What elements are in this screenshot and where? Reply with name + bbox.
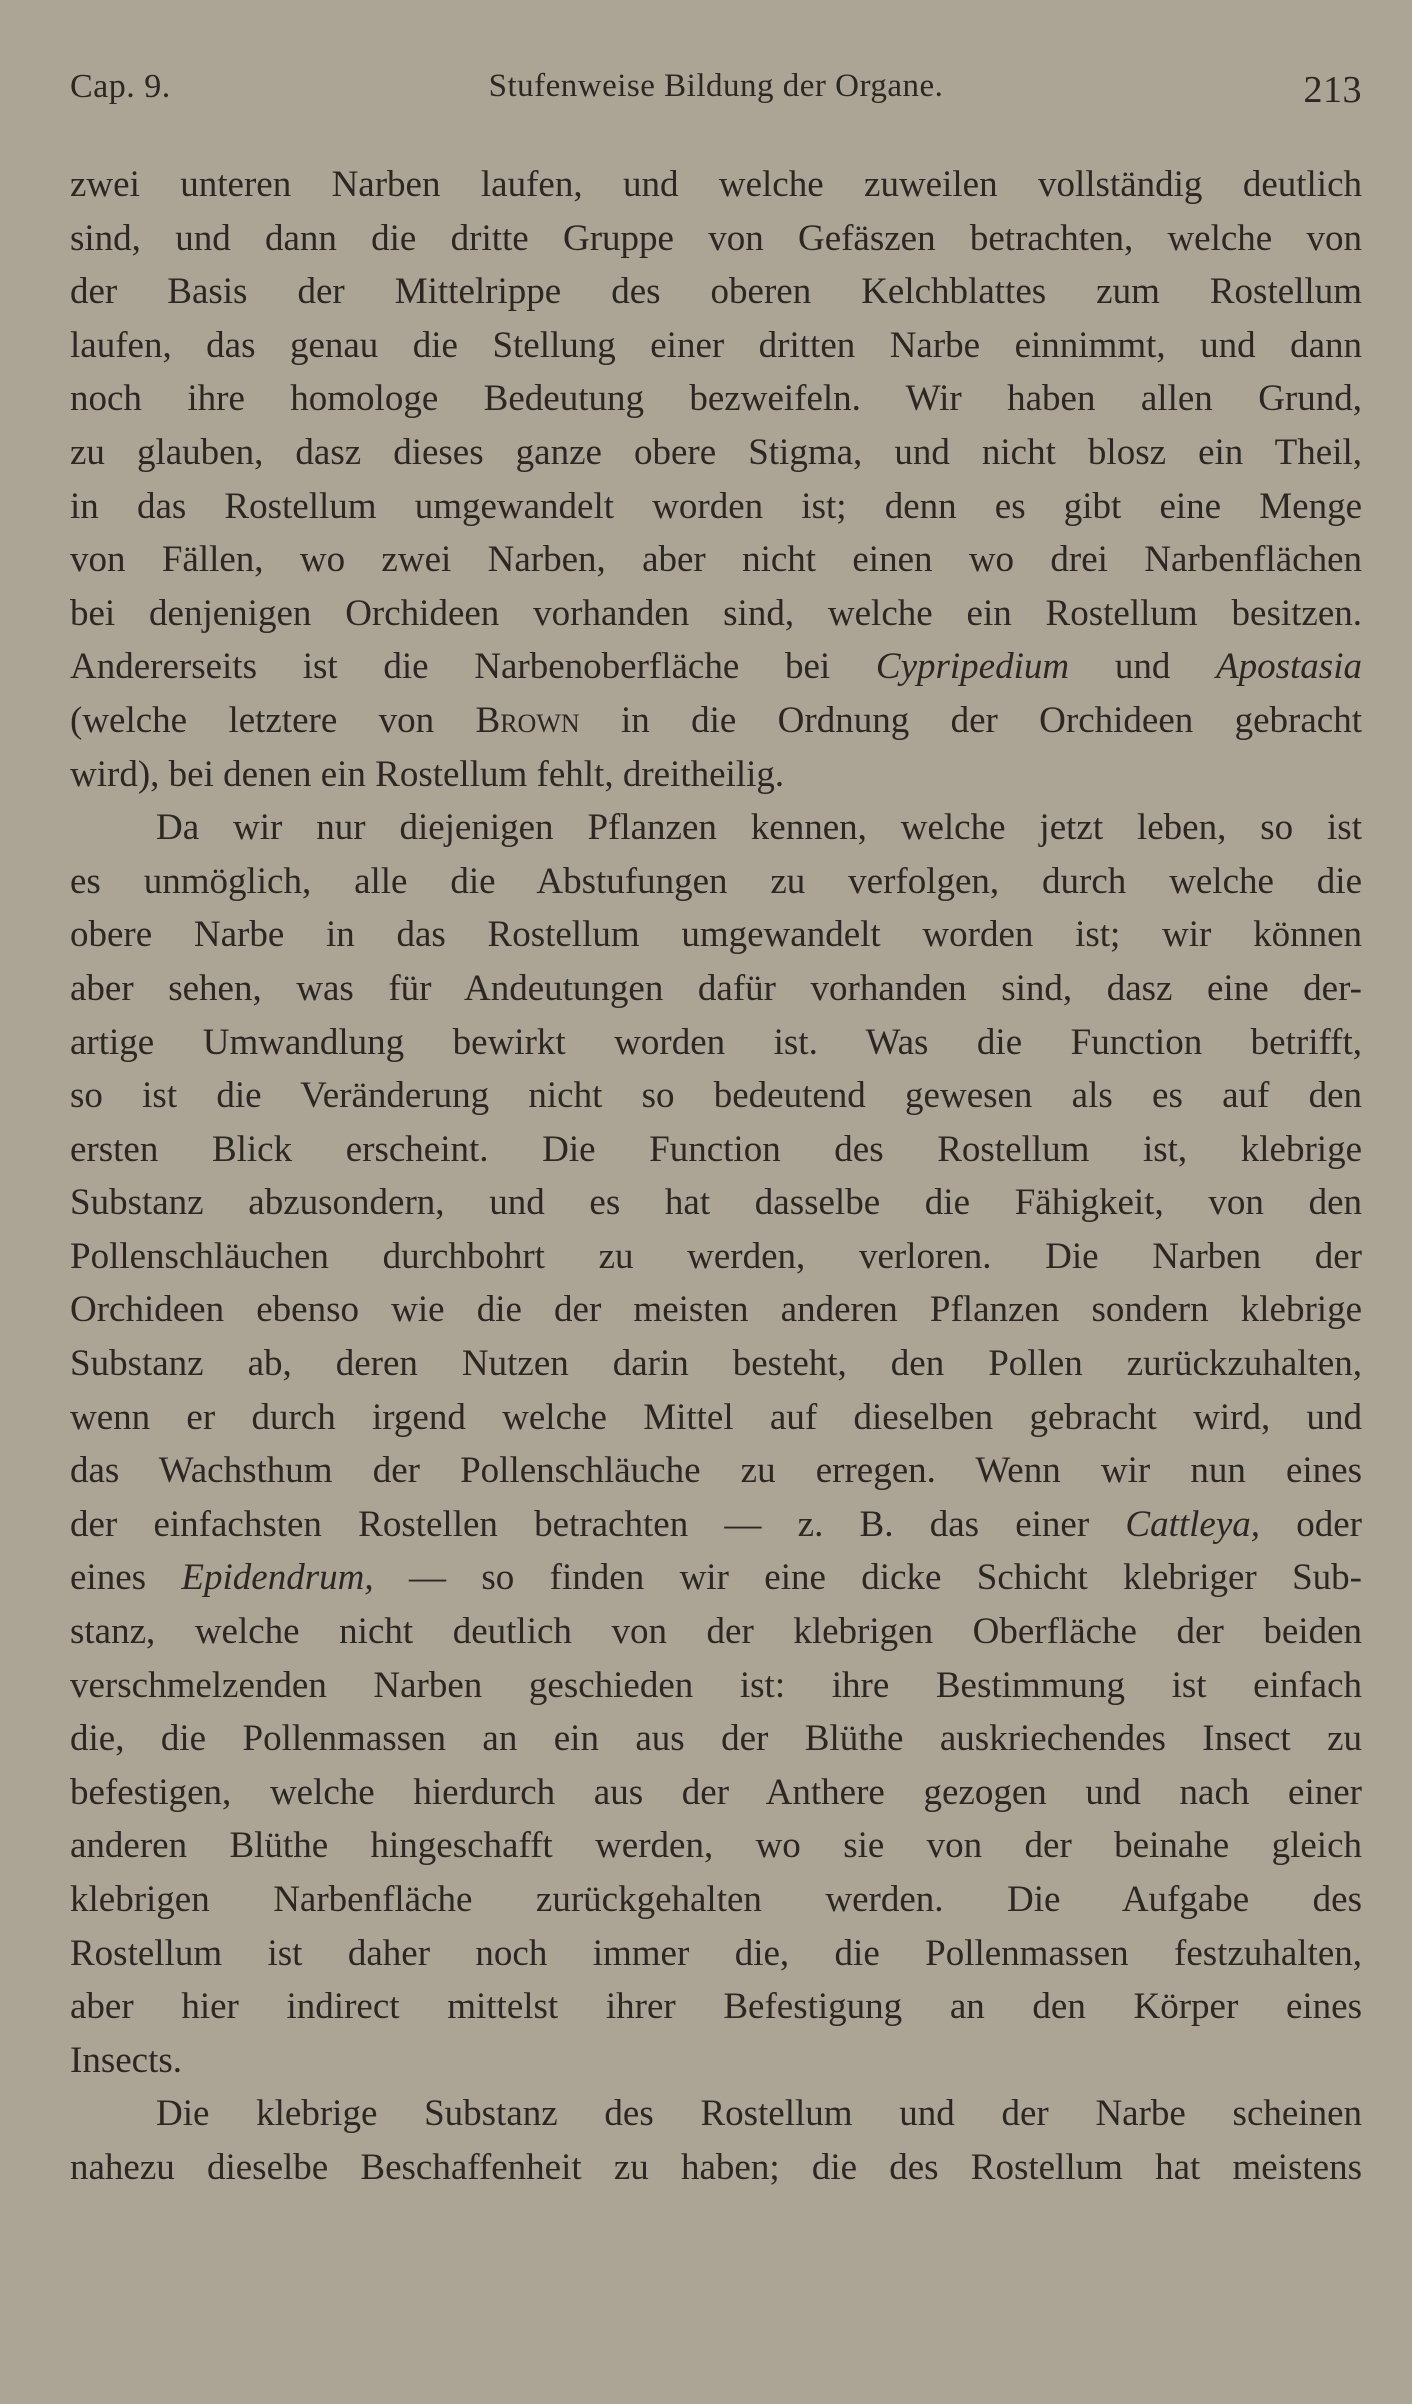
text-segment: Insects. [70, 2039, 182, 2081]
text-segment: Andererseits ist die Narbenoberfläche bei [70, 646, 876, 688]
text-line [70, 1283, 1362, 1337]
text-segment: von Fällen, wo zwei Narben, aber nicht einen wo drei Narbenflächen [70, 539, 1362, 581]
text-segment: der Basis der Mittelrippe des oberen Kelchblattes zum Rostellum [70, 271, 1362, 313]
text-segment: Pollenschläuchen durchbohrt zu werden, verloren. Die Narben der [70, 1235, 1362, 1277]
text-line [70, 2034, 1362, 2088]
text-line [70, 2087, 1362, 2141]
text-line [70, 587, 1362, 641]
text-segment: eines [70, 1557, 182, 1599]
text-line [70, 2141, 1362, 2195]
text-line [70, 1819, 1362, 1873]
text-segment: aber hier indirect mittelst ihrer Befestigung an den Körper eines [70, 1986, 1362, 2028]
text-line [70, 319, 1362, 373]
text-line [70, 533, 1362, 587]
text-segment: in die Ordnung der Orchideen gebracht [579, 699, 1362, 741]
text-segment: (welche letztere von [70, 699, 476, 741]
text-segment: Da wir nur diejenigen Pflanzen kennen, welche jetzt leben, so ist [156, 807, 1362, 849]
italic-term: Cypripedium [875, 646, 1070, 688]
text-line [70, 1391, 1362, 1445]
text-segment: ersten Blick erscheint. Die Function des Rostellum ist, klebrige [70, 1128, 1362, 1170]
text-line [70, 1069, 1362, 1123]
text-line [70, 908, 1362, 962]
text-segment: laufen, das genau die Stellung einer dritten Narbe einnimmt, und dann [70, 324, 1362, 366]
text-line [70, 1927, 1362, 1981]
text-line [70, 1766, 1362, 1820]
text-segment: anderen Blüthe hingeschafft werden, wo sie von der beinahe gleich [70, 1825, 1362, 1867]
text-segment: wenn er durch irgend welche Mittel auf dieselben gebracht wird, und [70, 1396, 1362, 1438]
text-line [70, 1230, 1362, 1284]
text-line [70, 801, 1362, 855]
text-segment: zu glauben, dasz dieses ganze obere Stigma, und nicht blosz ein Theil, [70, 431, 1362, 473]
text-line [70, 1659, 1362, 1713]
text-segment: Substanz ab, deren Nutzen darin besteht, den Pollen zurückzuhalten, [70, 1343, 1362, 1385]
text-segment: in das Rostellum umgewandelt worden ist; denn es gibt eine Menge [70, 485, 1362, 527]
text-line [70, 265, 1362, 319]
chapter-label: Cap. 9. [70, 68, 171, 105]
text-segment: zwei unteren Narben laufen, und welche zuweilen vollständig deutlich [70, 164, 1362, 205]
text-segment: stanz, welche nicht deutlich von der klebrigen Oberfläche der beiden [70, 1611, 1362, 1653]
text-line [70, 1551, 1362, 1605]
text-segment: wird), bei denen ein Rostellum fehlt, dreitheilig. [70, 753, 785, 795]
text-line [70, 1980, 1362, 2034]
text-segment: noch ihre homologe Bedeutung bezweifeln. Wir haben allen Grund, [70, 378, 1362, 420]
text-segment: — so finden wir eine dicke Schicht klebriger Sub- [373, 1557, 1362, 1599]
text-line [70, 480, 1362, 534]
text-line [70, 640, 1362, 694]
running-title: Stufenweise Bildung der Organe. [488, 68, 944, 104]
text-segment: befestigen, welche hierdurch aus der Anthere gezogen und nach einer [70, 1771, 1362, 1813]
text-segment: Substanz abzusondern, und es hat dasselbe die Fähigkeit, von den [70, 1182, 1362, 1224]
text-segment: Die klebrige Substanz des Rostellum und der Narbe scheinen [156, 2093, 1362, 2135]
body-text [70, 158, 1362, 2195]
italic-term: Epidendrum, [181, 1557, 374, 1599]
text-line [70, 158, 1362, 212]
text-segment: nahezu dieselbe Beschaffenheit zu haben; die des Rostellum hat meistens [70, 2146, 1362, 2188]
text-segment: aber sehen, was für Andeutungen dafür vorhanden sind, dasz eine der- [70, 967, 1362, 1009]
text-line [70, 694, 1362, 748]
text-line [70, 1337, 1362, 1391]
text-line [70, 212, 1362, 266]
text-segment: das Wachsthum der Pollenschläuche zu erregen. Wenn wir nun eines [70, 1450, 1362, 1492]
text-line [70, 1873, 1362, 1927]
text-segment: artige Umwandlung bewirkt worden ist. Was die Function betrifft, [70, 1021, 1362, 1063]
text-line [70, 1016, 1362, 1070]
text-segment: es unmöglich, alle die Abstufungen zu verfolgen, durch welche die [70, 860, 1362, 902]
text-segment: obere Narbe in das Rostellum umgewandelt worden ist; wir können [70, 914, 1362, 956]
text-line [70, 1123, 1362, 1177]
text-segment: die, die Pollenmassen an ein aus der Blüthe auskriechendes Insect zu [70, 1718, 1362, 1760]
text-line [70, 426, 1362, 480]
text-segment: klebrigen Narbenfläche zurückgehalten werden. Die Aufgabe des [70, 1879, 1362, 1920]
italic-term: Apostasia [1216, 646, 1362, 688]
text-segment: oder [1260, 1503, 1362, 1545]
text-line [70, 1444, 1362, 1498]
text-segment: Orchideen ebenso wie die der meisten anderen Pflanzen sondern klebrige [70, 1289, 1362, 1331]
running-header [70, 68, 1362, 118]
author-name: Brown [475, 699, 580, 741]
text-line [70, 1712, 1362, 1766]
text-line [70, 1176, 1362, 1230]
italic-term: Cattleya, [1125, 1503, 1261, 1545]
text-line [70, 1498, 1362, 1552]
text-line [70, 748, 1362, 802]
text-segment: Rostellum ist daher noch immer die, die Pollenmassen festzuhalten, [70, 1932, 1362, 1974]
page-number: 213 [1303, 69, 1362, 111]
text-segment: und [1069, 646, 1217, 688]
text-line [70, 962, 1362, 1016]
text-line [70, 855, 1362, 909]
text-segment: sind, und dann die dritte Gruppe von Gefäszen betrachten, welche von [70, 217, 1362, 259]
text-segment: so ist die Veränderung nicht so bedeutend gewesen als es auf den [70, 1075, 1362, 1117]
text-segment: verschmelzenden Narben geschieden ist: ihre Bestimmung ist einfach [70, 1664, 1362, 1706]
text-line [70, 372, 1362, 426]
text-segment: der einfachsten Rostellen betrachten — z. B. das einer [70, 1503, 1126, 1545]
text-segment: bei denjenigen Orchideen vorhanden sind, welche ein Rostellum besitzen. [70, 592, 1362, 634]
text-line [70, 1605, 1362, 1659]
